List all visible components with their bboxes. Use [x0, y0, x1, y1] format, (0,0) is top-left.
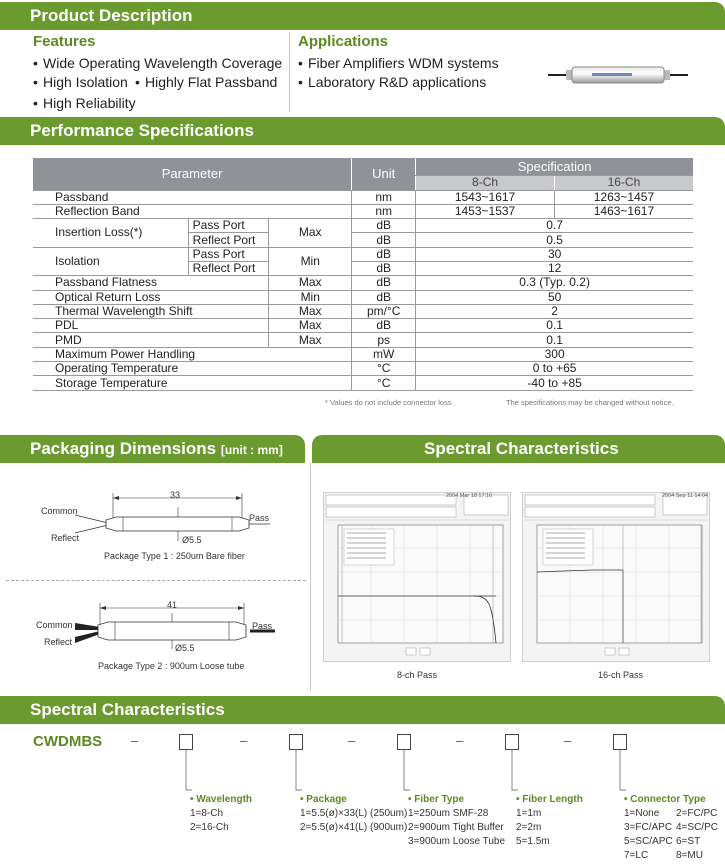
graph-caption-8ch: 8-ch Pass	[397, 670, 438, 680]
code-separator: –	[131, 733, 139, 748]
code-separator: –	[456, 733, 464, 748]
packaging-header: Packaging Dimensions [unit : mm]	[0, 435, 305, 463]
graph2-date: 2004 Sep 11 14:04	[662, 493, 709, 499]
feature-item: • Wide Operating Wavelength Coverage	[33, 55, 283, 71]
table-row: Insertion Loss(*) Pass Port Max dB 0.7	[33, 219, 693, 233]
code-separator: –	[240, 733, 248, 748]
spectrum-graph-8ch	[323, 492, 511, 662]
label-common: Common	[41, 506, 78, 516]
col-specification: Specification	[416, 158, 693, 176]
length-41: 41	[167, 600, 178, 610]
code-box-fiber-length	[505, 734, 519, 750]
table-row: Storage Temperature °C -40 to +85	[33, 376, 693, 390]
col-parameter: Parameter	[33, 158, 352, 190]
feature-item: • Highly Flat Passband	[135, 74, 278, 90]
product-photo	[548, 60, 688, 90]
code-box-fiber-type	[397, 734, 411, 750]
graph-caption-16ch: 16-ch Pass	[598, 670, 644, 680]
diameter-1: Ø5.5	[182, 535, 202, 545]
applications-title: Applications	[298, 33, 389, 50]
table-row: Reflection Band nm 1453~1537 1463~1617	[33, 204, 693, 218]
col-unit: Unit	[352, 158, 416, 190]
label-reflect: Reflect	[51, 533, 80, 543]
divider	[6, 580, 306, 581]
table-row: PDL Max dB 0.1	[33, 319, 693, 333]
table-row: Reflect Port dB 0.5	[33, 233, 693, 247]
feature-item: • High Isolation	[33, 74, 128, 90]
table-row: Passband nm 1543~1617 1263~1457	[33, 190, 693, 204]
application-item: • Fiber Amplifiers WDM systems	[298, 55, 499, 71]
divider	[289, 32, 290, 112]
table-row: Passband Flatness Max dB 0.3 (Typ. 0.2)	[33, 276, 693, 290]
specification-table	[33, 158, 693, 391]
label-pass: Pass	[249, 513, 270, 523]
option-wavelength: • Wavelength 1=8-Ch 2=16-Ch	[190, 794, 253, 833]
package-type-2: Package Type 2 : 900um Loose tube	[98, 661, 245, 671]
spectral-header: Spectral Characteristics	[312, 435, 725, 463]
table-row: Thermal Wavelength Shift Max pm/°C 2	[33, 304, 693, 318]
product-code: CWDMBS	[33, 733, 103, 750]
option-fiber-length: • Fiber Length 1=1m 2=2m 5=1.5m	[516, 794, 583, 847]
label-reflect-2: Reflect	[44, 637, 73, 647]
divider	[310, 463, 311, 691]
feature-item: • High Reliability	[33, 95, 136, 111]
ordering-header: Spectral Characteristics	[0, 696, 725, 724]
table-row: Operating Temperature °C 0 to +65	[33, 362, 693, 376]
table-row: Isolation Pass Port Min dB 30	[33, 247, 693, 261]
col-16ch: 16-Ch	[554, 176, 693, 190]
diameter-2: Ø5.5	[175, 643, 195, 653]
option-fiber-type: • Fiber Type 1=250um SMF-28 2=900um Tight Buffer 3=900um Loose Tube	[408, 794, 506, 847]
label-pass-2: Pass	[252, 621, 273, 631]
product-description-header: Product Description	[0, 2, 725, 30]
spectrum-graph-16ch	[522, 492, 710, 662]
table-disclaimer: The specifications may be changed without notice.	[506, 398, 674, 407]
features-title: Features	[33, 33, 96, 50]
graph1-date: 2004 Mar 18 17:16	[446, 493, 493, 499]
performance-header: Performance Specifications	[0, 117, 725, 145]
code-box-wavelength	[179, 734, 193, 750]
option-package: • Package 1=5.5(ø)×33(L) (250um) 2=5.5(ø)×41(L) (900um)	[300, 794, 408, 833]
option-connector-type: • Connector Type 1=None 3=FC/APC 5=SC/APC 7=LC 2=FC/PC 4=SC/PC 6=ST 8=MU	[624, 794, 718, 861]
table-row: Reflect Port dB 12	[33, 261, 693, 275]
table-row: PMD Max ps 0.1	[33, 333, 693, 347]
table-row: Optical Return Loss Min dB 50	[33, 290, 693, 304]
code-separator: –	[348, 733, 356, 748]
label-common-2: Common	[36, 620, 73, 630]
package-type-1: Package Type 1 : 250um Bare fiber	[104, 551, 245, 561]
table-footnote: * Values do not include connector loss	[325, 398, 452, 407]
code-box-package	[289, 734, 303, 750]
code-box-connector	[613, 734, 627, 750]
code-separator: –	[564, 733, 572, 748]
col-8ch: 8-Ch	[416, 176, 555, 190]
table-row: Maximum Power Handling mW 300	[33, 347, 693, 361]
length-33: 33	[170, 490, 181, 500]
application-item: • Laboratory R&D applications	[298, 74, 487, 90]
